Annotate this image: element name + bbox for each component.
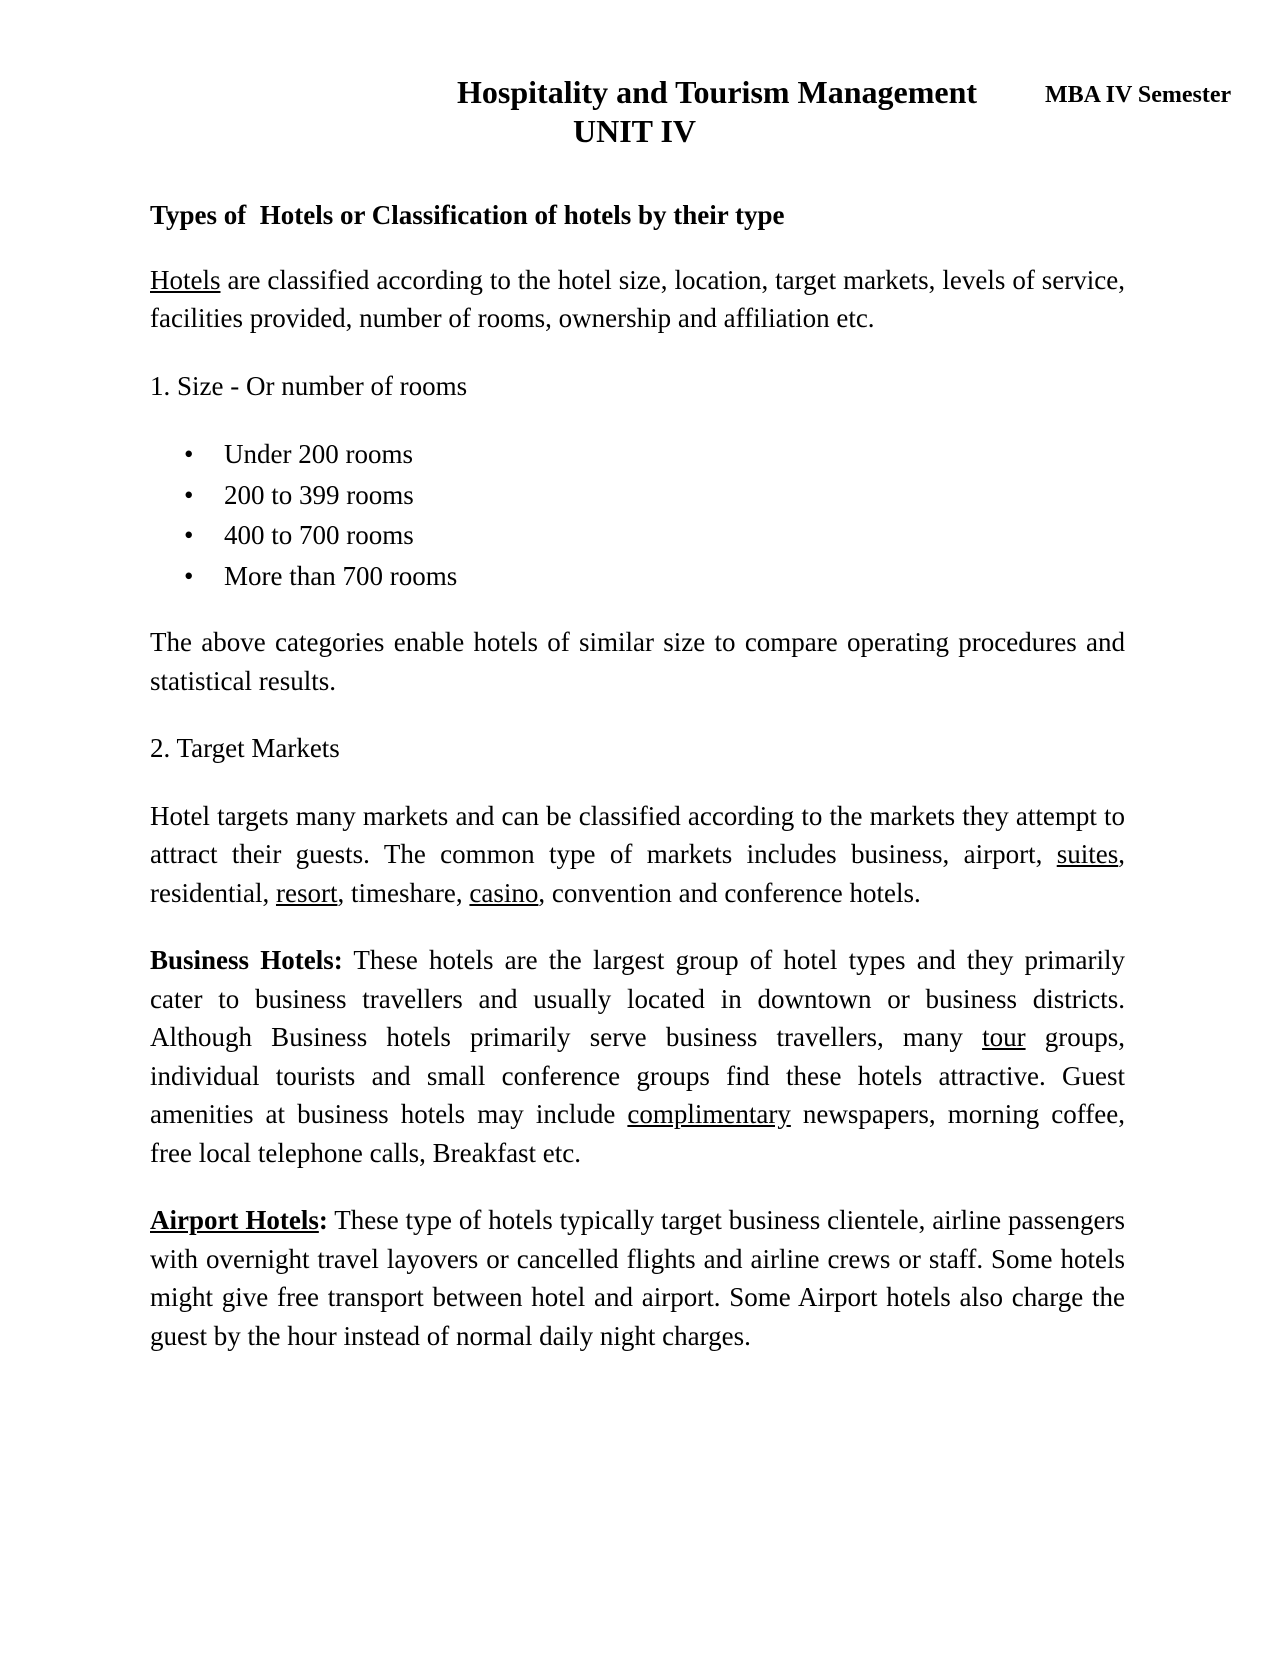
resort-link[interactable]: resort — [275, 877, 338, 908]
target-heading: 2. Target Markets — [150, 733, 340, 763]
business-text-1: These hotels are the largest group of hotel types and they primarily cater to business travellers and usually located in downtown or business districts. Although Business hotels primarily serve business travellers, many — [150, 945, 1125, 1052]
target-text-1: Hotel targets many markets and can be classified according to the markets they attempt to attract their guests. The common type of markets includes business, airport, — [150, 800, 1125, 869]
airport-hotels-paragraph — [150, 1201, 1125, 1355]
list-item: • 400 to 700 rooms — [224, 515, 1125, 556]
size-heading: 1. Size - Or number of rooms — [150, 370, 468, 401]
suites-link[interactable]: suites — [1056, 839, 1119, 869]
tour-link[interactable]: tour — [982, 1022, 1026, 1052]
intro-paragraph — [150, 261, 1125, 338]
airport-text: These type of hotels typically target business clientele, airline passengers with overnight travel layovers or cancelled flights and airline crews or staff. Some hotels might give free transport between hotel and airport. Some Airport hotels also charge the guest by the hour instead of normal daily night charges. — [150, 1205, 1125, 1351]
list-item: • Under 200 rooms — [224, 434, 1125, 475]
complimentary-link[interactable]: complimentary — [627, 1099, 791, 1129]
course-title: Hospitality and Tourism Management — [457, 74, 978, 110]
airport-hotels-label[interactable]: Airport Hotels — [150, 1205, 319, 1235]
target-paragraph — [150, 797, 1125, 913]
casino-link[interactable]: casino — [469, 877, 539, 908]
unit-label: UNIT IV — [573, 113, 696, 149]
business-text-2: groups, individual tourists and small conference groups find these hotels attractive. Guest amenities at business hotels may include — [150, 1022, 1126, 1129]
list-item: • 200 to 399 rooms — [224, 475, 1125, 516]
document-body — [150, 196, 1125, 1384]
hotels-link[interactable]: Hotels — [150, 264, 221, 295]
target-text-2: , residential, — [150, 839, 1125, 908]
target-text-4: , convention and conference hotels. — [538, 877, 921, 908]
intro-text: are classified according to the hotel size, location, target markets, levels of service, facilities provided, number of rooms, ownership and affiliation etc. — [150, 264, 1125, 333]
business-text-3: newspapers, morning coffee, free local telephone calls, Breakfast etc. — [150, 1099, 1125, 1168]
size-note: The above categories enable hotels of similar size to compare operating procedures and statistical results. — [150, 627, 1125, 696]
airport-hotels-colon: : — [318, 1205, 328, 1235]
business-hotels-label: Business Hotels: — [150, 945, 343, 975]
size-list — [150, 434, 1125, 596]
semester-label: MBA IV Semester — [1045, 82, 1232, 108]
list-item: • More than 700 rooms — [224, 556, 1125, 597]
section-title: Types of Hotels or Classification of hotels by their type — [150, 200, 785, 230]
target-text-3: , timeshare, — [337, 877, 470, 908]
business-hotels-paragraph — [150, 941, 1125, 1172]
